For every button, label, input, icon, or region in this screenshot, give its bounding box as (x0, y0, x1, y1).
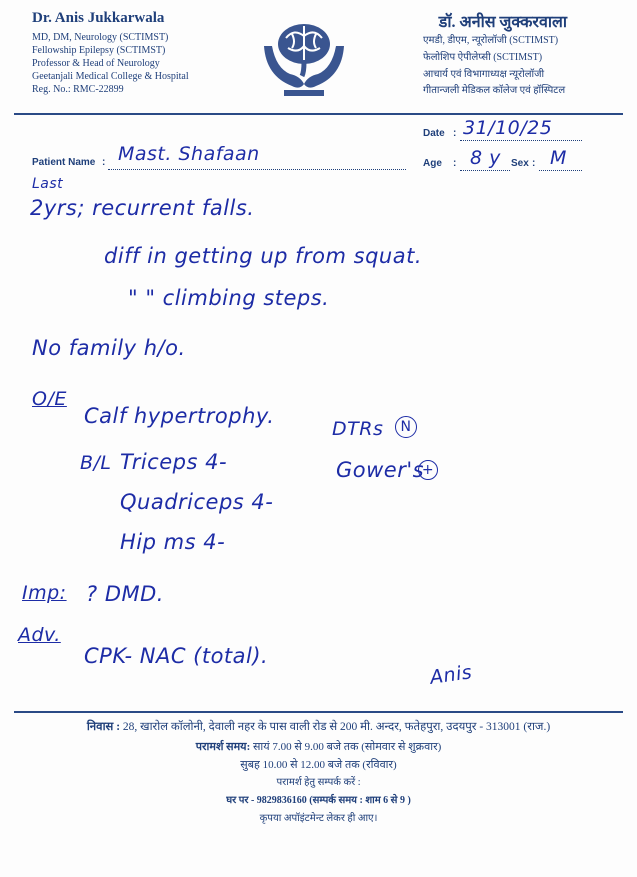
note-gowers: Gower's (336, 458, 425, 482)
doctor-name: Dr. Anis Jukkarwala (32, 10, 165, 26)
footer-timing-row (0, 738, 637, 756)
note-adv-label: Adv. (18, 624, 61, 646)
credential-line-hindi: एमडी, डीएम, न्यूरोलॉजी (SCTIMST) (423, 35, 559, 46)
address-text: 28, खारोल कॉलोनी, देवाली नहर के पास वाली रोड से 200 मी. अन्दर, फतेहपुरा, उदयपुर - 313001 (राज.) (122, 721, 551, 733)
address-label: निवास : (86, 721, 121, 733)
age-field-line (460, 170, 510, 171)
doctor-name-hindi: डॉ. अनीस जुक्करवाला (438, 14, 567, 31)
note-bl-label: B/L (80, 452, 112, 474)
note-history-line: 2yrs; recurrent falls. (30, 196, 255, 220)
sex-label: Sex (511, 158, 529, 169)
brain-in-hands-logo (262, 16, 346, 98)
footer-address-row (0, 718, 637, 736)
note-exam-line: Calf hypertrophy. (84, 404, 275, 428)
note-oe-label: O/E (32, 388, 67, 410)
date-label: Date (423, 128, 445, 139)
note-last: Last (32, 176, 64, 192)
contact-home: घर पर - 9829836160 (सम्पर्क समय : शाम 6 से 9 ) (226, 795, 411, 806)
patient-name-value: Mast. Shafaan (118, 143, 260, 165)
note-exam-line: Hip ms 4- (120, 530, 226, 554)
credential-line: MD, DM, Neurology (SCTIMST) (32, 32, 169, 43)
credential-line-hindi: फेलोशिप ऐपीलेप्सी (SCTIMST) (423, 52, 543, 63)
timing-weekday: सायं 7.00 से 9.00 बजे तक (सोमवार से शुक्रवार) (252, 741, 442, 753)
reg-number: Reg. No.: RMC-22899 (32, 84, 124, 95)
note-family-history: No family h/o. (32, 336, 186, 360)
credential-line-hindi: आचार्य एवं विभागाध्यक्ष न्यूरोलॉजी (423, 69, 545, 80)
note-gowers-mark: + (418, 460, 438, 480)
appointment-note: कृपया अपॉइंटमेन्ट लेकर ही आए। (259, 813, 378, 824)
note-exam-line: Triceps 4- (120, 450, 228, 474)
age-label: Age (423, 158, 442, 169)
note-history-line: diff in getting up from squat. (104, 244, 422, 268)
date-colon: : (453, 128, 457, 139)
credential-line-hindi: गीतान्जली मेडिकल कॉलेज एवं हॉस्पिटल (423, 85, 566, 96)
timing-label: परामर्श समय: (195, 741, 251, 753)
note-exam-line: Quadriceps 4- (120, 490, 274, 514)
note-dtrs-mark: N (395, 416, 417, 438)
credential-line: Geetanjali Medical College & Hospital (32, 71, 189, 82)
patient-name-colon: : (102, 157, 106, 168)
footer-divider (14, 711, 623, 713)
patient-name-label: Patient Name (32, 157, 96, 168)
note-history-line: " " climbing steps. (128, 286, 330, 310)
header-divider (14, 113, 623, 115)
patient-name-field-line (108, 169, 406, 170)
sex-value: M (550, 147, 567, 169)
timing-sunday: सुबह 10.00 से 12.00 बजे तक (रविवार) (240, 759, 397, 771)
date-value: 31/10/25 (463, 117, 553, 139)
signature: Anis (428, 661, 474, 689)
note-impression: ? DMD. (86, 582, 164, 606)
note-dtrs: DTRs (332, 418, 384, 440)
credential-line: Fellowship Epilepsy (SCTIMST) (32, 45, 166, 56)
note-advice: CPK- NAC (total). (84, 644, 269, 668)
age-value: 8 y (470, 147, 501, 169)
sex-colon: : (532, 158, 536, 169)
credential-line: Professor & Head of Neurology (32, 58, 160, 69)
age-colon: : (453, 158, 457, 169)
date-field-line (460, 140, 582, 141)
sex-field-line (539, 170, 582, 171)
note-imp-label: Imp: (22, 582, 67, 604)
contact-heading: परामर्श हेतु सम्पर्क करें : (276, 777, 361, 788)
